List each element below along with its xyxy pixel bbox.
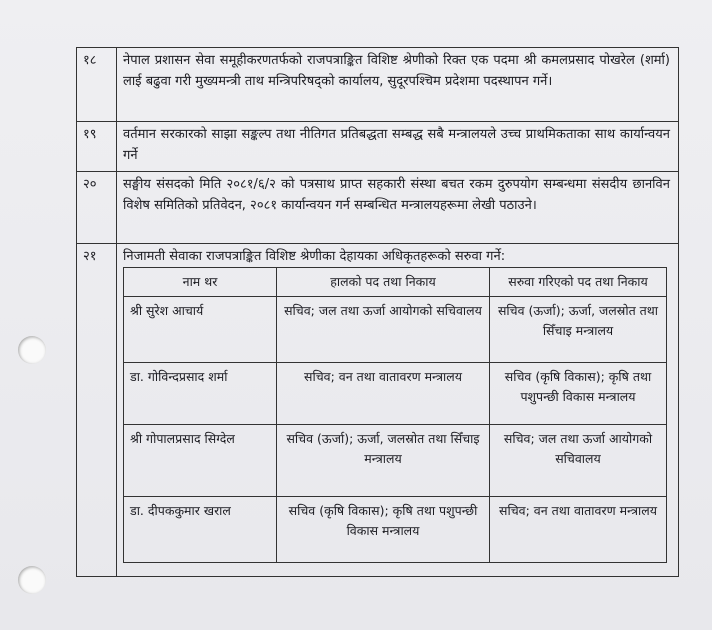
officer-name: डा. दीपककुमार खराल [124, 497, 277, 563]
officer-name: डा. गोविन्दप्रसाद शर्मा [124, 363, 277, 425]
row-number: १८ [77, 48, 117, 121]
officer-name: श्री गोपालप्रसाद सिग्देल [124, 425, 277, 497]
header-new-post: सरुवा गरिएको पद तथा निकाय [490, 268, 667, 297]
row-number: २१ [77, 244, 117, 576]
row-text: वर्तमान सरकारको साझा सङ्कल्प तथा नीतिगत प्रतिबद्धता सम्बद्ध सबै मन्त्रालयले उच्च प्राथमिकताका साथ कार्यान्वयन गर्ने [123, 127, 670, 163]
table-row [124, 297, 667, 363]
decision-row-19 [77, 122, 678, 172]
current-post: सचिव (ऊर्जा); ऊर्जा, जलस्रोत तथा सिँचाइ मन्त्रालय [277, 425, 490, 497]
punch-hole-top [18, 336, 46, 364]
table-row [124, 497, 667, 563]
new-post: सचिव (ऊर्जा); ऊर्जा, जलस्रोत तथा सिँचाइ मन्त्रालय [490, 297, 667, 363]
current-post: सचिव; वन तथा वातावरण मन्त्रालय [277, 363, 490, 425]
new-post: सचिव; जल तथा ऊर्जा आयोगको सचिवालय [490, 425, 667, 497]
officer-name: श्री सुरेश आचार्य [124, 297, 277, 363]
header-name: नाम थर [124, 268, 277, 297]
table-row [124, 363, 667, 425]
row-number: १९ [77, 122, 117, 171]
row-text: सङ्घीय संसदको मिति २०८१/६/२ को पत्रसाथ प्राप्त सहकारी संस्था बचत रकम दुरुपयोग सम्बन्धमा संसदीय छानविन विशेष समितिको प्रतिवेदन, २०८१ कार्यान्वयन गर्न सम्बन्धित मन्त्रालयहरूमा लेखी पठाउने। [123, 177, 670, 213]
row-number: २० [77, 172, 117, 243]
decision-row-21 [77, 244, 678, 576]
new-post: सचिव; वन तथा वातावरण मन्त्रालय [490, 497, 667, 563]
row-text: नेपाल प्रशासन सेवा समूहीकरणतर्फको राजपत्राङ्कित विशिष्ट श्रेणीको रिक्त एक पदमा श्री कमलप्रसाद पोखरेल (शर्मा) लाई बढुवा गरी मुख्यमन्त्री ताथ मन्त्रिपरिषद्‌को कार्यालय, सुदूरपश्चिम प्रदेशमा पदस्थापन गर्ने। [123, 53, 670, 89]
header-current-post: हालको पद तथा निकाय [277, 268, 490, 297]
decision-row-20 [77, 172, 678, 244]
transfer-table-header [124, 268, 667, 297]
current-post: सचिव; जल तथा ऊर्जा आयोगको सचिवालय [277, 297, 490, 363]
new-post: सचिव (कृषि विकास); कृषि तथा पशुपन्छी विकास मन्त्रालय [490, 363, 667, 425]
decision-row-18 [77, 48, 678, 122]
transfer-table [123, 267, 667, 563]
row-text: निजामती सेवाका राजपत्राङ्कित विशिष्ट श्रेणीका देहायका अधिकृतहरूको सरुवा गर्ने: [123, 249, 506, 264]
current-post: सचिव (कृषि विकास); कृषि तथा पशुपन्छी विकास मन्त्रालय [277, 497, 490, 563]
punch-hole-bottom [18, 566, 46, 594]
decision-table [76, 47, 679, 577]
table-row [124, 425, 667, 497]
